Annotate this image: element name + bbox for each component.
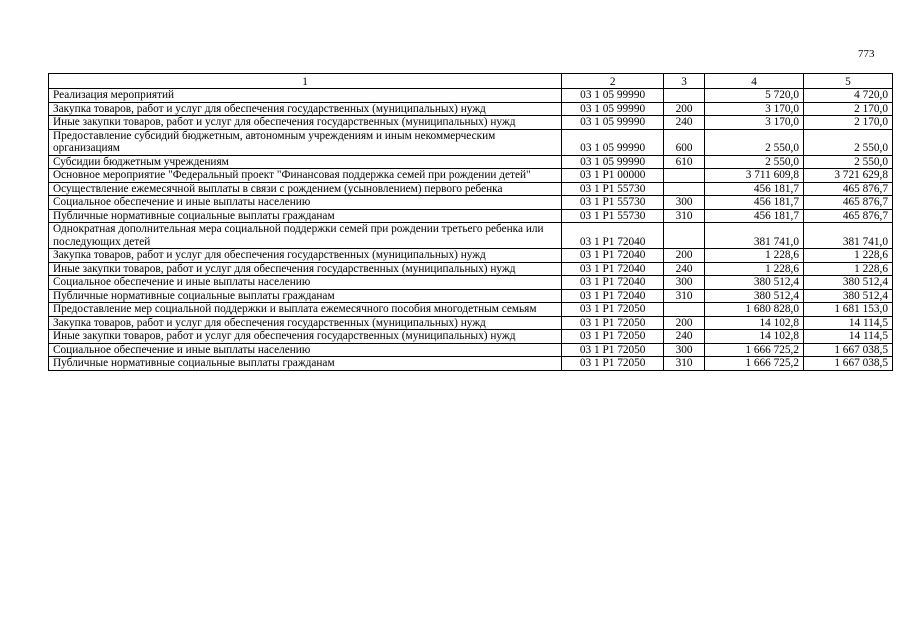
cell-code: 03 1 P1 72050: [562, 357, 664, 371]
header-col-3: 3: [664, 74, 705, 89]
cell-value-col5: 4 720,0: [804, 89, 893, 103]
table-row: [49, 169, 893, 183]
header-col-2: 2: [562, 74, 664, 89]
cell-value-col4: 5 720,0: [705, 89, 804, 103]
cell-value-col5: 1 228,6: [804, 249, 893, 263]
cell-value-col4: 1 680 828,0: [705, 303, 804, 317]
cell-value-col4: 380 512,4: [705, 276, 804, 290]
budget-table: [48, 73, 893, 371]
cell-value-col5: 1 681 153,0: [804, 303, 893, 317]
cell-name: Закупка товаров, работ и услуг для обеспечения государственных (муниципальных) нужд: [49, 249, 562, 263]
cell-code: 03 1 P1 72050: [562, 316, 664, 330]
cell-value-col4: 1 666 725,2: [705, 343, 804, 357]
cell-code: 03 1 P1 72040: [562, 249, 664, 263]
table-row: [49, 316, 893, 330]
cell-code: 03 1 P1 72050: [562, 343, 664, 357]
cell-name: Иные закупки товаров, работ и услуг для обеспечения государственных (муниципальных) нужд: [49, 330, 562, 344]
cell-value-col4: 1 666 725,2: [705, 357, 804, 371]
cell-name: Закупка товаров, работ и услуг для обеспечения государственных (муниципальных) нужд: [49, 316, 562, 330]
cell-type: 200: [664, 102, 705, 116]
table-row: [49, 223, 893, 249]
cell-value-col4: 456 181,7: [705, 196, 804, 210]
table-row: [49, 289, 893, 303]
cell-value-col5: 1 667 038,5: [804, 357, 893, 371]
cell-name: Социальное обеспечение и иные выплаты населению: [49, 196, 562, 210]
cell-code: 03 1 P1 72040: [562, 262, 664, 276]
cell-type: 300: [664, 276, 705, 290]
cell-type: [664, 89, 705, 103]
cell-name: Иные закупки товаров, работ и услуг для обеспечения государственных (муниципальных) нужд: [49, 116, 562, 130]
cell-name: Публичные нормативные социальные выплаты гражданам: [49, 289, 562, 303]
cell-code: 03 1 P1 72040: [562, 276, 664, 290]
cell-code: 03 1 P1 72040: [562, 289, 664, 303]
cell-value-col4: 1 228,6: [705, 262, 804, 276]
cell-code: 03 1 05 99990: [562, 129, 664, 155]
cell-value-col4: 456 181,7: [705, 182, 804, 196]
cell-type: [664, 223, 705, 249]
header-col-5: 5: [804, 74, 893, 89]
cell-type: [664, 182, 705, 196]
cell-value-col5: 3 721 629,8: [804, 169, 893, 183]
cell-name: Публичные нормативные социальные выплаты гражданам: [49, 209, 562, 223]
cell-type: 240: [664, 116, 705, 130]
cell-value-col5: 14 114,5: [804, 316, 893, 330]
cell-type: 310: [664, 357, 705, 371]
cell-value-col5: 381 741,0: [804, 223, 893, 249]
header-col-4: 4: [705, 74, 804, 89]
cell-value-col4: 14 102,8: [705, 330, 804, 344]
cell-name: Предоставление мер социальной поддержки и выплата ежемесячного пособия многодетным семьям: [49, 303, 562, 317]
cell-value-col5: 1 667 038,5: [804, 343, 893, 357]
cell-value-col5: 465 876,7: [804, 209, 893, 223]
cell-value-col4: 3 170,0: [705, 116, 804, 130]
table-header-row: [49, 74, 893, 89]
cell-name: Публичные нормативные социальные выплаты гражданам: [49, 357, 562, 371]
table-body: [49, 89, 893, 371]
cell-value-col5: 380 512,4: [804, 276, 893, 290]
cell-value-col5: 2 170,0: [804, 102, 893, 116]
table-row: [49, 182, 893, 196]
cell-code: 03 1 P1 55730: [562, 209, 664, 223]
cell-code: 03 1 05 99990: [562, 89, 664, 103]
cell-value-col5: 380 512,4: [804, 289, 893, 303]
cell-type: 200: [664, 249, 705, 263]
cell-code: 03 1 P1 55730: [562, 182, 664, 196]
cell-value-col4: 3 170,0: [705, 102, 804, 116]
cell-name: Предоставление субсидий бюджетным, автономным учреждениям и иным некоммерческим организациям: [49, 129, 562, 155]
cell-code: 03 1 05 99990: [562, 116, 664, 130]
table-row: [49, 155, 893, 169]
cell-type: 300: [664, 196, 705, 210]
cell-type: 310: [664, 289, 705, 303]
cell-name: Осуществление ежемесячной выплаты в связи с рождением (усыновлением) первого ребенка: [49, 182, 562, 196]
cell-code: 03 1 05 99990: [562, 155, 664, 169]
cell-code: 03 1 P1 00000: [562, 169, 664, 183]
table-row: [49, 357, 893, 371]
cell-value-col4: 2 550,0: [705, 155, 804, 169]
table-row: [49, 196, 893, 210]
cell-value-col4: 380 512,4: [705, 289, 804, 303]
cell-value-col5: 2 550,0: [804, 155, 893, 169]
cell-name: Закупка товаров, работ и услуг для обеспечения государственных (муниципальных) нужд: [49, 102, 562, 116]
cell-value-col5: 14 114,5: [804, 330, 893, 344]
table-row: [49, 303, 893, 317]
table-row: [49, 343, 893, 357]
cell-type: 240: [664, 262, 705, 276]
cell-value-col4: 456 181,7: [705, 209, 804, 223]
cell-value-col5: 2 550,0: [804, 129, 893, 155]
cell-type: 310: [664, 209, 705, 223]
cell-code: 03 1 05 99990: [562, 102, 664, 116]
header-col-1: 1: [49, 74, 562, 89]
cell-type: [664, 303, 705, 317]
table-row: [49, 129, 893, 155]
cell-value-col5: 1 228,6: [804, 262, 893, 276]
cell-name: Реализация мероприятий: [49, 89, 562, 103]
table-row: [49, 249, 893, 263]
cell-type: [664, 169, 705, 183]
cell-value-col4: 1 228,6: [705, 249, 804, 263]
cell-code: 03 1 P1 72040: [562, 223, 664, 249]
table-row: [49, 89, 893, 103]
table-row: [49, 209, 893, 223]
cell-code: 03 1 P1 72050: [562, 303, 664, 317]
cell-name: Иные закупки товаров, работ и услуг для обеспечения государственных (муниципальных) нужд: [49, 262, 562, 276]
cell-type: 300: [664, 343, 705, 357]
table-row: [49, 330, 893, 344]
cell-code: 03 1 P1 55730: [562, 196, 664, 210]
table-row: [49, 116, 893, 130]
cell-name: Однократная дополнительная мера социальной поддержки семей при рождении третьего ребенка или последующих детей: [49, 223, 562, 249]
page-number: 773: [858, 48, 875, 60]
cell-name: Социальное обеспечение и иные выплаты населению: [49, 276, 562, 290]
cell-type: 240: [664, 330, 705, 344]
cell-name: Субсидии бюджетным учреждениям: [49, 155, 562, 169]
cell-value-col5: 2 170,0: [804, 116, 893, 130]
table-row: [49, 276, 893, 290]
table-row: [49, 102, 893, 116]
cell-value-col4: 2 550,0: [705, 129, 804, 155]
cell-value-col5: 465 876,7: [804, 196, 893, 210]
cell-name: Социальное обеспечение и иные выплаты населению: [49, 343, 562, 357]
cell-value-col4: 3 711 609,8: [705, 169, 804, 183]
cell-code: 03 1 P1 72050: [562, 330, 664, 344]
table-row: [49, 262, 893, 276]
cell-value-col5: 465 876,7: [804, 182, 893, 196]
cell-type: 600: [664, 129, 705, 155]
cell-name: Основное мероприятие "Федеральный проект "Финансовая поддержка семей при рождении детей": [49, 169, 562, 183]
cell-type: 610: [664, 155, 705, 169]
cell-value-col4: 381 741,0: [705, 223, 804, 249]
cell-value-col4: 14 102,8: [705, 316, 804, 330]
cell-type: 200: [664, 316, 705, 330]
